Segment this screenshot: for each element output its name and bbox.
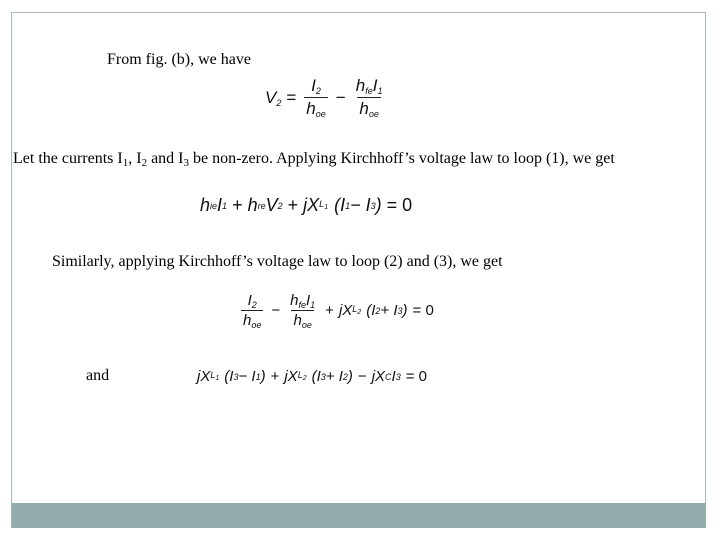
equation-loop-2: $\frac{I_2}{h_{oe}}$ − $\frac{h_{fe}I_1}{h_{oe}}$ + jX $L_2$ (I 2 + I 3 ) = 0 [243,292,434,330]
equation-loop-3: jX $L_1$ (I 3 − I 1 ) + jX $L_2$ (I 3 + I 2 ) − jX C I 3 = 0 [197,368,427,385]
eq3-fraction-1: $\frac{I_2}{h_{oe}}$ [243,292,262,330]
eq1-fraction-1: $\frac{I_2}{h_{oe}}$ [306,76,326,119]
similarly-text: Similarly, applying Kirchhoff’s voltage law to loop (2) and (3), we get [52,253,503,270]
eq1-lhs: $V_2$ [265,87,282,108]
eq1-minus: − [335,87,346,107]
currents-text: Let the currents $I_1$, $I_2$ and $I_3$ be non-zero. Applying Kirchhoff’s voltage law to loop (1), we get [13,150,615,169]
footer-bar [12,503,706,528]
intro-text: From fig. (b), we have [107,51,251,68]
eq1-equals: = [286,87,297,107]
equation-loop-1: h ie I 1 + h re V 2 + jX $L_1$ (I 1 − I 3 ) = 0 [200,195,413,215]
equation-v2 [265,76,387,119]
eq1-fraction-2: $\frac{h_{fe}I_1}{h_{oe}}$ [355,76,383,119]
and-text: and [86,367,110,384]
eq3-fraction-2: $\frac{h_{fe}I_1}{h_{oe}}$ [290,292,316,330]
